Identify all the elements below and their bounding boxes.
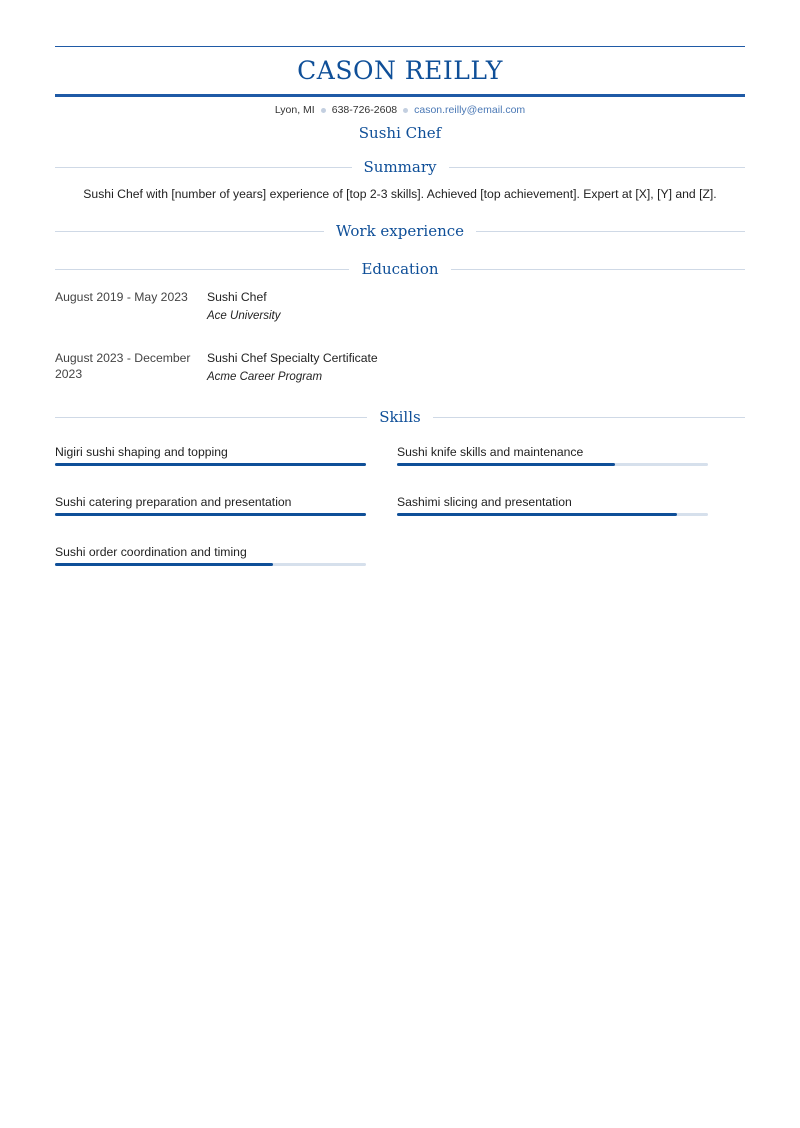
skill-bar xyxy=(397,513,708,516)
location-text: Lyon, MI xyxy=(274,104,315,116)
summary-text: Sushi Chef with [number of years] experience of [top 2-3 skills]. Achieved [top achievement]. Expert at [X], [Y] and [Z]. xyxy=(83,187,717,201)
education-title-text: Sushi Chef xyxy=(207,290,267,304)
separator-dot-icon xyxy=(321,108,326,113)
skill-label: Sushi order coordination and timing xyxy=(55,545,247,559)
skill-bar xyxy=(397,463,708,466)
heading-rule-left xyxy=(55,417,367,418)
education-title: Education xyxy=(361,260,439,278)
email-link[interactable]: cason.reilly@email.com xyxy=(414,104,526,116)
skill-item xyxy=(55,444,366,460)
skill-bar xyxy=(55,513,366,516)
heading-rule-left xyxy=(55,269,349,270)
skill-item xyxy=(55,494,366,510)
contact-line xyxy=(55,104,745,116)
heading-rule-right xyxy=(449,167,746,168)
skill-bar xyxy=(55,563,366,566)
skill-level-fill xyxy=(55,463,366,466)
summary-heading xyxy=(55,156,745,178)
skill-item xyxy=(397,444,708,460)
education-date: August 2019 - May 2023 xyxy=(55,290,188,304)
education-date: August 2023 - December 2023 xyxy=(55,351,191,381)
skills-title: Skills xyxy=(379,408,421,426)
name-underline xyxy=(55,94,745,97)
work-experience-heading xyxy=(55,220,745,242)
education-heading xyxy=(55,258,745,280)
summary-title: Summary xyxy=(363,158,437,176)
job-title: Sushi Chef xyxy=(358,124,442,142)
phone-text: 638-726-2608 xyxy=(331,104,398,116)
skill-label: Sushi knife skills and maintenance xyxy=(397,445,584,459)
skill-level-fill xyxy=(397,463,615,466)
skill-label: Nigiri sushi shaping and topping xyxy=(55,445,228,459)
education-school: Acme Career Program xyxy=(207,371,323,383)
education-title-text: Sushi Chef Specialty Certificate xyxy=(207,351,378,365)
skill-label: Sashimi slicing and presentation xyxy=(397,495,572,509)
heading-rule-left xyxy=(55,231,324,232)
separator-dot-icon xyxy=(403,108,408,113)
candidate-name: CASON REILLY xyxy=(297,56,503,85)
skill-level-fill xyxy=(397,513,677,516)
skill-label: Sushi catering preparation and presentation xyxy=(55,495,292,509)
heading-rule-right xyxy=(433,417,745,418)
skill-bar xyxy=(55,463,366,466)
skill-level-fill xyxy=(55,563,273,566)
heading-rule-right xyxy=(451,269,745,270)
skill-item xyxy=(55,544,366,560)
top-rule xyxy=(55,46,745,47)
work-experience-title: Work experience xyxy=(335,222,465,240)
heading-rule-right xyxy=(476,231,745,232)
skill-level-fill xyxy=(55,513,366,516)
education-school: Ace University xyxy=(207,310,281,322)
heading-rule-left xyxy=(55,167,352,168)
skill-item xyxy=(397,494,708,510)
skills-heading xyxy=(55,406,745,428)
